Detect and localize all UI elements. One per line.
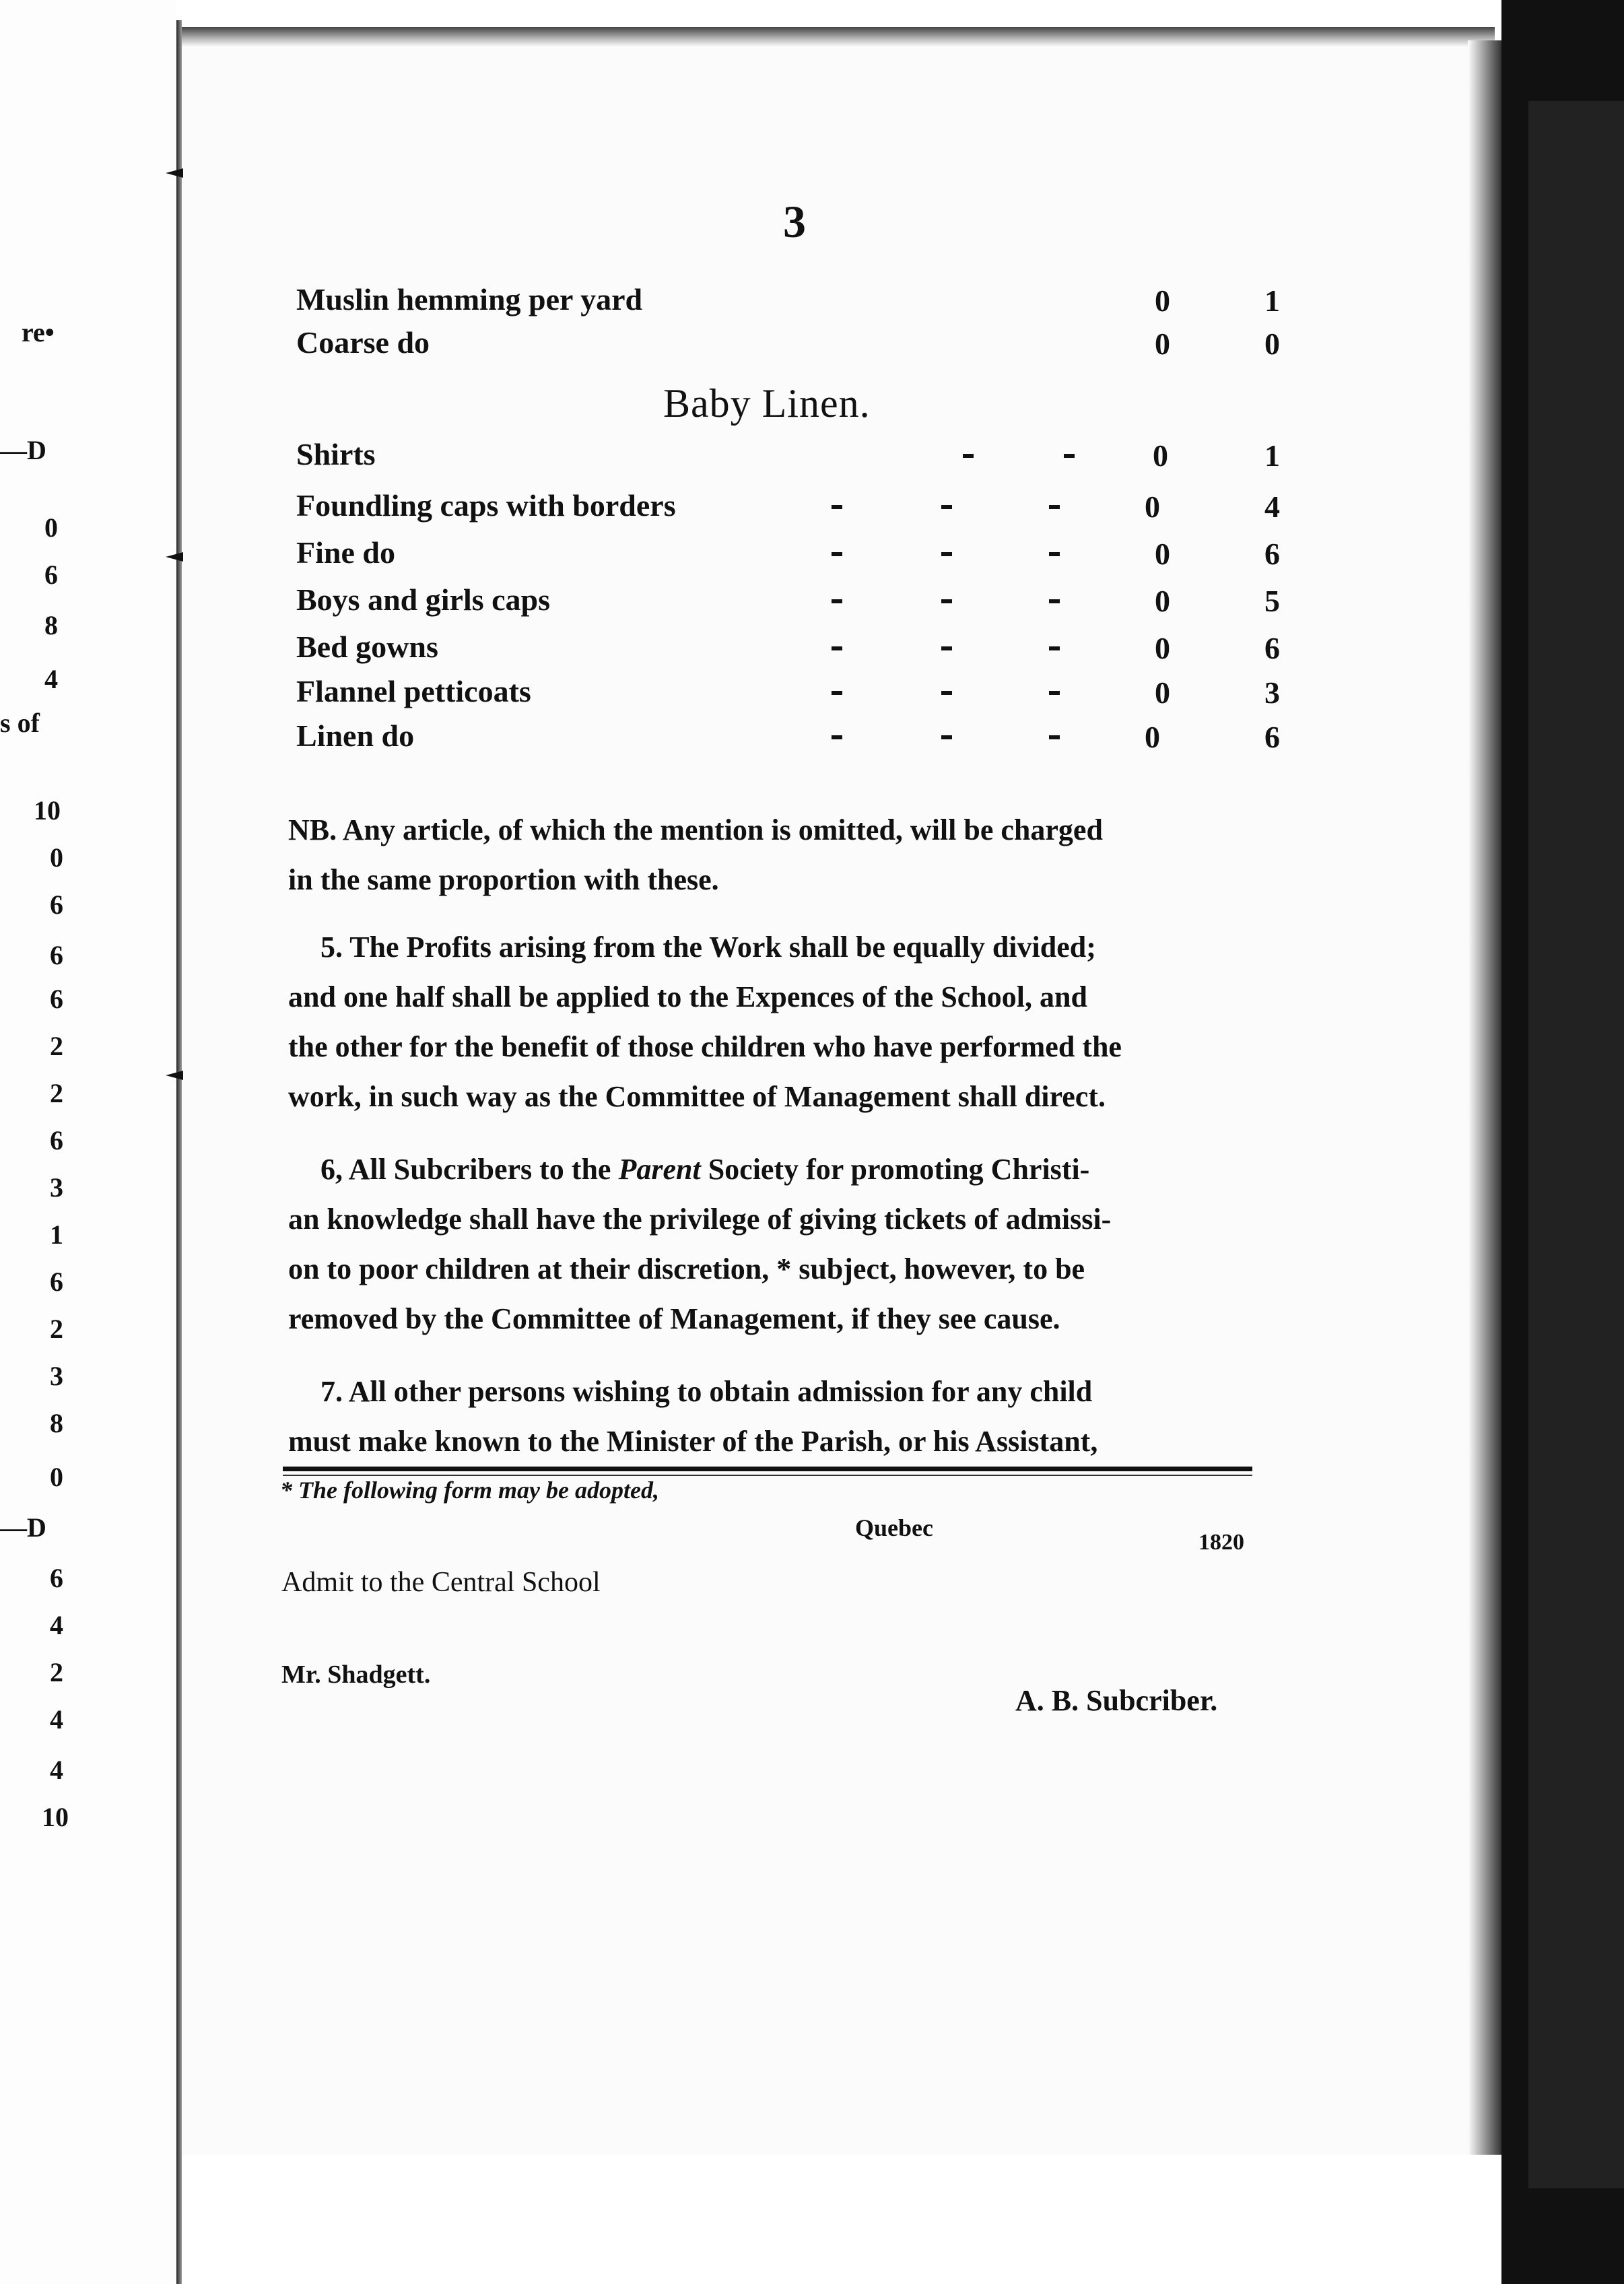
leader-dash bbox=[1049, 646, 1060, 650]
page-shadow-right bbox=[1468, 40, 1501, 2155]
previous-page-fragment: 0 bbox=[50, 842, 63, 873]
row-pence: 1 bbox=[1264, 438, 1280, 473]
previous-page-fragment: 6 bbox=[44, 560, 58, 590]
leader-dash bbox=[1049, 735, 1060, 739]
form-place: Quebec bbox=[855, 1514, 933, 1541]
leader-dash bbox=[941, 552, 952, 556]
row-pence: 6 bbox=[1264, 537, 1280, 571]
leader-dash bbox=[832, 552, 842, 556]
clause-6-line-3: on to poor children at their discretion, * subject, however, to be bbox=[288, 1252, 1085, 1285]
row-pence: 3 bbox=[1264, 675, 1280, 710]
row-shillings: 0 bbox=[1155, 631, 1170, 665]
scan-border-right-inner bbox=[1528, 101, 1624, 2188]
previous-page-fragment: 1 bbox=[50, 1219, 63, 1250]
previous-page-fragment: 0 bbox=[44, 512, 58, 543]
previous-page-fragment: 2 bbox=[50, 1031, 63, 1061]
leader-dash bbox=[832, 691, 842, 695]
leader-dash bbox=[941, 646, 952, 650]
row-shillings: 0 bbox=[1155, 537, 1170, 571]
row-shillings: 0 bbox=[1155, 283, 1170, 318]
previous-page-fragment: re• bbox=[22, 317, 55, 347]
leader-dash bbox=[941, 599, 952, 603]
leader-dash bbox=[832, 599, 842, 603]
previous-page-fragment: 4 bbox=[50, 1610, 63, 1640]
clause-6 bbox=[288, 1145, 1264, 1344]
leader-dash bbox=[941, 691, 952, 695]
row-label: Boys and girls caps bbox=[296, 582, 551, 617]
fold-mark bbox=[166, 168, 183, 178]
previous-page-fragment: 3 bbox=[50, 1172, 63, 1203]
clause-5-line-1: 5. The Profits arising from the Work shall be equally divided; bbox=[320, 931, 1096, 964]
row-label: Coarse do bbox=[296, 325, 430, 360]
previous-page-fragment: —D bbox=[0, 435, 46, 465]
nb-line-2: in the same proportion with these. bbox=[288, 863, 719, 896]
leader-dash bbox=[1049, 505, 1060, 509]
previous-page-fragment: 4 bbox=[50, 1755, 63, 1785]
clause-7 bbox=[288, 1367, 1264, 1467]
previous-page-fragment: 6 bbox=[50, 940, 63, 970]
leader-dash bbox=[963, 454, 974, 458]
previous-page-fragment: 6 bbox=[50, 984, 63, 1014]
row-pence: 6 bbox=[1264, 631, 1280, 665]
price-row-coarse bbox=[296, 325, 1279, 365]
clause-6-line-1 bbox=[288, 1145, 1264, 1195]
leader-dash bbox=[941, 735, 952, 739]
row-shillings: 0 bbox=[1153, 438, 1168, 473]
previous-page-fragment: 6 bbox=[50, 1125, 63, 1155]
previous-page-fragment: —D bbox=[0, 1512, 46, 1543]
previous-page-fragment: 6 bbox=[50, 1563, 63, 1593]
row-pence: 4 bbox=[1264, 490, 1280, 524]
leader-dash bbox=[832, 646, 842, 650]
previous-page-fragment: 10 bbox=[42, 1802, 69, 1832]
form-year: 1820 bbox=[1198, 1530, 1244, 1555]
clause-6-pre: 6, All Subcribers to the bbox=[320, 1153, 611, 1186]
clause-7-line-2: must make known to the Minister of the Parish, or his Assistant, bbox=[288, 1425, 1098, 1458]
price-row-fine bbox=[296, 535, 1279, 575]
page-fold-shadow bbox=[176, 20, 182, 2284]
price-row-bed-gowns bbox=[296, 629, 1279, 669]
row-label: Foundling caps with borders bbox=[296, 488, 676, 523]
previous-page-fragment: 6 bbox=[50, 1267, 63, 1297]
previous-page-fragment: s of bbox=[0, 708, 40, 738]
price-row-boys-girls-caps bbox=[296, 582, 1279, 622]
fold-mark bbox=[166, 1071, 183, 1080]
price-row-foundling-caps bbox=[296, 488, 1279, 528]
clause-5-line-4: work, in such way as the Committee of Management shall direct. bbox=[288, 1080, 1106, 1113]
previous-page-fragment: 3 bbox=[50, 1361, 63, 1391]
previous-page-fragment: 4 bbox=[50, 1704, 63, 1735]
clause-5 bbox=[288, 922, 1264, 1122]
clause-5-line-3: the other for the benefit of those children who have performed the bbox=[288, 1030, 1122, 1063]
row-pence: 6 bbox=[1264, 720, 1280, 754]
row-label: Flannel petticoats bbox=[296, 674, 531, 708]
row-pence: 5 bbox=[1264, 584, 1280, 618]
row-label: Shirts bbox=[296, 437, 376, 471]
page-shadow-top bbox=[182, 27, 1495, 47]
row-shillings: 0 bbox=[1155, 584, 1170, 618]
page-number: 3 bbox=[783, 196, 806, 247]
leader-dash bbox=[832, 505, 842, 509]
form-signature: A. B. Subcriber. bbox=[1015, 1684, 1218, 1717]
price-row-shirts bbox=[296, 436, 1279, 477]
row-shillings: 0 bbox=[1155, 675, 1170, 710]
row-shillings: 0 bbox=[1145, 720, 1160, 754]
fold-mark bbox=[166, 552, 183, 562]
row-label: Bed gowns bbox=[296, 630, 438, 664]
leader-dash bbox=[1049, 691, 1060, 695]
nb-paragraph bbox=[288, 805, 1264, 905]
row-label: Linen do bbox=[296, 718, 415, 753]
price-row-flannel-petticoats bbox=[296, 673, 1279, 714]
leader-dash bbox=[1049, 552, 1060, 556]
price-row-linen bbox=[296, 718, 1279, 758]
previous-page-fragment: 2 bbox=[50, 1314, 63, 1344]
previous-page-fragment: 2 bbox=[50, 1657, 63, 1687]
row-label: Muslin hemming per yard bbox=[296, 282, 643, 316]
clause-5-line-2: and one half shall be applied to the Expences of the School, and bbox=[288, 980, 1087, 1013]
previous-page-fragment: 4 bbox=[44, 664, 58, 694]
previous-page-fragment: 10 bbox=[34, 795, 61, 826]
section-title: Baby Linen. bbox=[663, 381, 871, 426]
row-shillings: 0 bbox=[1145, 490, 1160, 524]
row-pence: 1 bbox=[1264, 283, 1280, 318]
previous-page-fragment: 6 bbox=[50, 889, 63, 920]
form-master: Mr. Shadgett. bbox=[281, 1660, 431, 1689]
clause-6-line-2: an knowledge shall have the privilege of giving tickets of admissi- bbox=[288, 1203, 1112, 1236]
price-row-muslin bbox=[296, 281, 1279, 322]
row-pence: 0 bbox=[1264, 327, 1280, 361]
clause-6-post: Society for promoting Christi- bbox=[708, 1153, 1090, 1186]
leader-dash bbox=[832, 735, 842, 739]
form-admit-line: Admit to the Central School bbox=[281, 1567, 601, 1598]
footnote-text: * The following form may be adopted, bbox=[280, 1477, 659, 1504]
leader-dash bbox=[1049, 599, 1060, 603]
leader-dash bbox=[941, 505, 952, 509]
row-shillings: 0 bbox=[1155, 327, 1170, 361]
nb-line-1: NB. Any article, of which the mention is omitted, will be charged bbox=[288, 813, 1103, 846]
previous-page-fragment: 8 bbox=[50, 1408, 63, 1438]
clause-6-parent: Parent bbox=[618, 1153, 701, 1186]
previous-page-fragment: 8 bbox=[44, 610, 58, 640]
previous-page-fragment: 0 bbox=[50, 1462, 63, 1492]
clause-7-line-1: 7. All other persons wishing to obtain admission for any child bbox=[320, 1375, 1093, 1408]
row-label: Fine do bbox=[296, 535, 395, 570]
footnote-rule bbox=[283, 1467, 1252, 1471]
leader-dash bbox=[1064, 454, 1075, 458]
previous-page-fragment: 2 bbox=[50, 1078, 63, 1108]
clause-6-line-4: removed by the Committee of Management, if they see cause. bbox=[288, 1302, 1060, 1335]
